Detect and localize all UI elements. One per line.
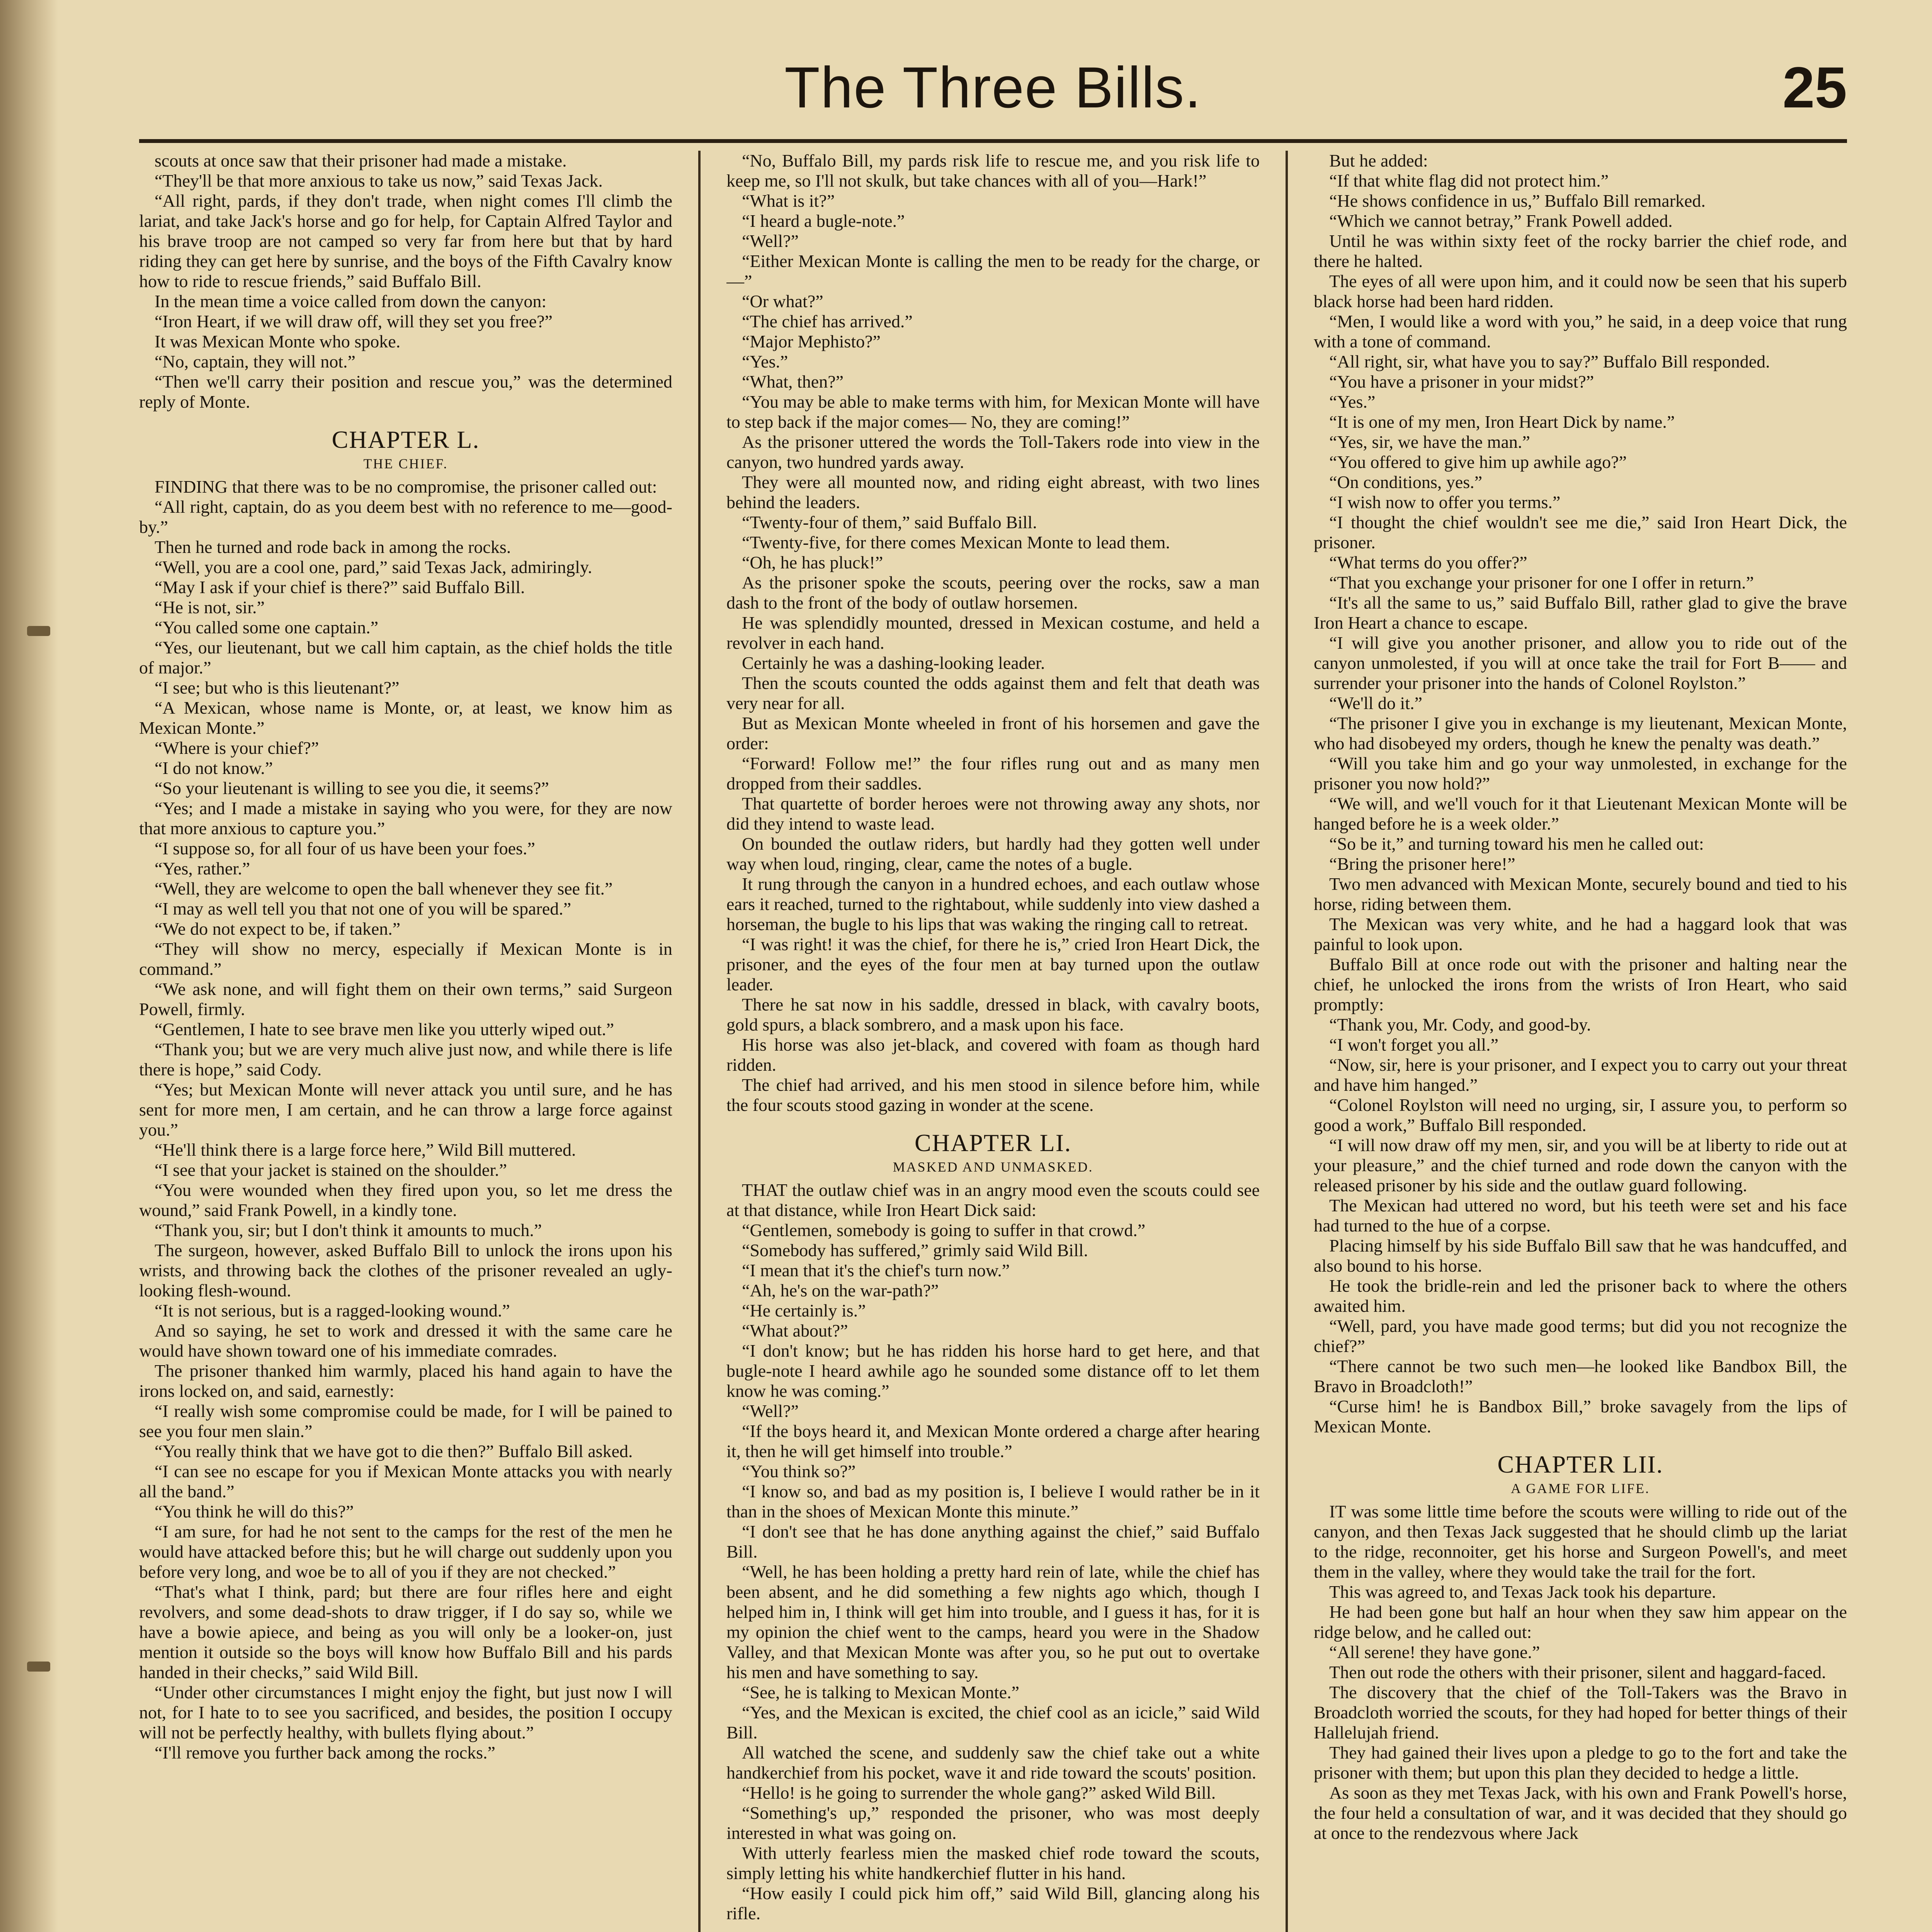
- paragraph: “Something's up,” responded the prisoner, who was most deeply interested in what was going on.: [726, 1803, 1260, 1843]
- chapter-subtitle: A GAME FOR LIFE.: [1510, 1481, 1650, 1496]
- paragraph: “Twenty-four of them,” said Buffalo Bill.: [742, 512, 1037, 532]
- paragraph: “I was right! it was the chief, for there he is,” cried Iron Heart Dick, the prisoner, and the eyes of the four men at bay turned upon the outlaw leader.: [726, 934, 1260, 994]
- paragraph: “No, captain, they will not.”: [155, 352, 355, 371]
- paragraph: “All serene! they have gone.”: [1329, 1642, 1540, 1662]
- paragraph: “I will now draw off my men, sir, and you will be at liberty to ride out at your pleasure,” and the chief turned and rode down the canyon with the released prisoner by his side and the outlaw guard following.: [1314, 1135, 1847, 1195]
- paragraph: “Yes; and I made a mistake in saying who you were, for they are now that more anxious to capture you.”: [139, 798, 672, 838]
- paragraph: The eyes of all were upon him, and it could now be seen that his superb black horse had been hard ridden.: [1314, 271, 1847, 311]
- paragraph: “Bring the prisoner here!”: [1329, 854, 1515, 874]
- column-rule: [698, 151, 701, 1932]
- paragraph: “You were wounded when they fired upon you, so let me dress the wound,” said Frank Powell, in a kindly tone.: [139, 1180, 672, 1220]
- paragraph: “A Mexican, whose name is Monte, or, at least, we know him as Mexican Monte.”: [139, 698, 672, 738]
- text-column-3: [1314, 151, 1847, 1932]
- paragraph: The prisoner thanked him warmly, placed his hand again to have the irons locked on, and said, earnestly:: [139, 1361, 672, 1401]
- paragraph: With utterly fearless mien the masked chief rode toward the scouts, simply letting his white handkerchief flutter in his hand.: [726, 1843, 1260, 1883]
- paragraph: “You think he will do this?”: [155, 1502, 354, 1521]
- paragraph: “Colonel Roylston will need no urging, sir, I assure you, to perform so good a work,” Buffalo Bill responded.: [1314, 1095, 1847, 1135]
- paragraph: “There cannot be two such men—he looked like Bandbox Bill, the Bravo in Broadcloth!”: [1314, 1356, 1847, 1396]
- binding-stitch: [27, 626, 50, 636]
- paragraph: “If the boys heard it, and Mexican Monte ordered a charge after hearing it, then he will get himself into trouble.”: [726, 1421, 1260, 1461]
- paragraph: “The prisoner I give you in exchange is my lieutenant, Mexican Monte, who had disobeyed my orders, though he knew the penalty was death.”: [1314, 713, 1847, 753]
- paragraph: “You have a prisoner in your midst?”: [1329, 372, 1594, 391]
- paragraph: “Yes.”: [1329, 392, 1376, 412]
- paragraph: “Yes.”: [742, 352, 788, 371]
- paragraph: “I thought the chief wouldn't see me die,” said Iron Heart Dick, the prisoner.: [1314, 512, 1847, 552]
- paragraph: “Hello! is he going to surrender the whole gang?” asked Wild Bill.: [742, 1783, 1216, 1803]
- text-columns: [139, 151, 1847, 1932]
- paragraph: His horse was also jet-black, and covered with foam as though hard ridden.: [726, 1035, 1260, 1075]
- paragraph: “Well?”: [742, 1401, 799, 1421]
- paragraph: “Yes, and the Mexican is excited, the chief cool as an icicle,” said Wild Bill.: [726, 1702, 1260, 1742]
- paragraph: IT was some little time before the scouts were willing to ride out of the canyon, and then Texas Jack suggested that he should climb up the lariat to the ridge, reconnoiter, get his horse and Surgeon Powell's, and meet them in the valley, where they would take the trail for the fort.: [1314, 1502, 1847, 1582]
- paragraph: “I wish now to offer you terms.”: [1329, 492, 1561, 512]
- paragraph: “May I ask if your chief is there?” said Buffalo Bill.: [155, 577, 525, 597]
- paragraph: All watched the scene, and suddenly saw the chief take out a white handkerchief from his pocket, wave it and ride toward the scouts' position.: [726, 1743, 1260, 1782]
- paragraph: “I will give you another prisoner, and allow you to ride out of the canyon unmolested, if you will at once take the trail for Fort B—— and surrender your prisoner into the hands of Colonel Roylston.”: [1314, 633, 1847, 693]
- text-column-1: [139, 151, 672, 1932]
- paragraph: “I know so, and bad as my position is, I believe I would rather be in it than in the shoes of Mexican Monte this minute.”: [726, 1481, 1260, 1521]
- chapter-heading: CHAPTER LII.: [1497, 1451, 1663, 1478]
- paragraph: He took the bridle-rein and led the prisoner back to where the others awaited him.: [1314, 1276, 1847, 1316]
- paragraph: “See, he is talking to Mexican Monte.”: [742, 1682, 1019, 1702]
- paragraph: “All right, sir, what have you to say?” Buffalo Bill responded.: [1329, 352, 1770, 371]
- paragraph: That quartette of border heroes were not throwing away any shots, nor did they intend to waste lead.: [726, 794, 1260, 833]
- paragraph: “Then we'll carry their position and rescue you,” was the determined reply of Monte.: [139, 372, 672, 412]
- magazine-page: [139, 46, 1847, 1932]
- paragraph: “Well, you are a cool one, pard,” said Texas Jack, admiringly.: [155, 557, 592, 577]
- paragraph: They were all mounted now, and riding eight abreast, with two lines behind the leaders.: [726, 472, 1260, 512]
- paragraph: But as Mexican Monte wheeled in front of his horsemen and gave the order:: [726, 713, 1260, 753]
- column-rule: [1286, 151, 1288, 1932]
- paragraph: “They will show no mercy, especially if Mexican Monte is in command.”: [139, 939, 672, 979]
- paragraph: Until he was within sixty feet of the rocky barrier the chief rode, and there he halted.: [1314, 231, 1847, 271]
- paragraph: As the prisoner uttered the words the Toll-Takers rode into view in the canyon, two hundred yards away.: [726, 432, 1260, 472]
- paragraph: “That you exchange your prisoner for one I offer in return.”: [1329, 573, 1754, 592]
- paragraph: “Well, he has been holding a pretty hard rein of late, while the chief has been absent, and he did something a few nights ago which, though I helped him in, I think will get him into trouble, and I guess it has, for it is my opinion the chief went to the camps, heard you were in the Shadow Valley, and that Mexican Monte was after you, so he put out to overtake his men and have something to say.: [726, 1562, 1260, 1682]
- paragraph: The chief had arrived, and his men stood in silence before him, while the four scouts stood gazing in wonder at the scene.: [726, 1075, 1260, 1115]
- paragraph: “All right, pards, if they don't trade, when night comes I'll climb the lariat, and take Jack's horse and go for help, for Captain Alfred Taylor and his brave troop are not camped so very far from here but that by hard riding they can get here by sunrise, and the boys of the Fifth Cavalry know how to ride to rescue friends,” said Buffalo Bill.: [139, 191, 672, 291]
- paragraph: “We'll do it.”: [1329, 693, 1422, 713]
- paragraph: In the mean time a voice called from down the canyon:: [155, 291, 547, 311]
- paragraph: On bounded the outlaw riders, but hardly had they gotten well under way when loud, ringing, clear, came the notes of a bugle.: [726, 834, 1260, 874]
- paragraph: Then out rode the others with their prisoner, silent and haggard-faced.: [1329, 1662, 1826, 1682]
- paragraph: “What terms do you offer?”: [1329, 553, 1527, 572]
- paragraph: “You think so?”: [742, 1461, 856, 1481]
- paragraph: “Which we cannot betray,” Frank Powell added.: [1329, 211, 1673, 231]
- paragraph: “That's what I think, pard; but there are four rifles here and eight revolvers, and some dead-shots to draw trigger, if I do say so, while we have a bowie apiece, and being as you will only be a looker-on, just mention it outside so the boys will know how Buffalo Bill and his pards handed in their checks,” said Wild Bill.: [139, 1582, 672, 1682]
- paragraph: “We ask none, and will fight them on their own terms,” said Surgeon Powell, firmly.: [139, 979, 672, 1019]
- chapter-heading: CHAPTER LI.: [915, 1129, 1071, 1156]
- paragraph: Then the scouts counted the odds against them and felt that death was very near for all.: [726, 673, 1260, 713]
- paragraph: “Twenty-five, for there comes Mexican Monte to lead them.: [742, 532, 1170, 552]
- paragraph: “Will you take him and go your way unmolested, in exchange for the prisoner you now hold?”: [1314, 753, 1847, 793]
- paragraph: “I see; but who is this lieutenant?”: [155, 678, 400, 697]
- paragraph: “I may as well tell you that not one of you will be spared.”: [155, 899, 571, 918]
- paragraph: “Somebody has suffered,” grimly said Wild Bill.: [742, 1240, 1088, 1260]
- paragraph: “Thank you, sir; but I don't think it amounts to much.”: [155, 1220, 542, 1240]
- paragraph: “He is not, sir.”: [155, 597, 265, 617]
- paragraph: “What about?”: [742, 1321, 848, 1340]
- paragraph: “Now, sir, here is your prisoner, and I expect you to carry out your threat and have him hanged.”: [1314, 1055, 1847, 1095]
- paragraph: “It is one of my men, Iron Heart Dick by name.”: [1329, 412, 1675, 432]
- paragraph: “I don't know; but he has ridden his horse hard to get here, and that bugle-note I heard awhile ago he sounded some distance off to let them know he was coming.”: [726, 1341, 1260, 1401]
- paragraph: “I won't forget you all.”: [1329, 1035, 1498, 1054]
- paragraph: “You may be able to make terms with him, for Mexican Monte will have to step back if the major comes— No, they are coming!”: [726, 392, 1260, 432]
- paragraph: scouts at once saw that their prisoner had made a mistake.: [155, 151, 567, 170]
- paragraph: “Yes, rather.”: [155, 859, 250, 878]
- binding-stitch: [27, 1662, 50, 1672]
- paragraph: “You really think that we have got to die then?” Buffalo Bill asked.: [155, 1441, 633, 1461]
- paragraph: Placing himself by his side Buffalo Bill saw that he was handcuffed, and also bound to his horse.: [1314, 1236, 1847, 1276]
- paragraph: “If that white flag did not protect him.”: [1329, 171, 1609, 190]
- paragraph: FINDING that there was to be no compromise, the prisoner called out:: [155, 477, 657, 497]
- paragraph: Certainly he was a dashing-looking leader.: [742, 653, 1045, 673]
- paragraph: “It's all the same to us,” said Buffalo Bill, rather glad to give the brave Iron Heart a chance to escape.: [1314, 593, 1847, 633]
- chapter-heading: CHAPTER L.: [332, 426, 480, 453]
- paragraph: “I am sure, for had he not sent to the camps for the rest of the men he would have attacked before this; but he will charge out suddenly upon you before very long, and woe be to all of you if they are not checked.”: [139, 1522, 672, 1582]
- paragraph: “You offered to give him up awhile ago?”: [1329, 452, 1627, 472]
- paragraph: This was agreed to, and Texas Jack took his departure.: [1329, 1582, 1716, 1602]
- paragraph: “Yes, our lieutenant, but we call him captain, as the chief holds the title of major.”: [139, 638, 672, 677]
- paragraph: “Iron Heart, if we will draw off, will they set you free?”: [155, 311, 553, 331]
- paragraph: “It is not serious, but is a ragged-looking wound.”: [155, 1301, 510, 1320]
- paragraph: “Yes, sir, we have the man.”: [1329, 432, 1530, 452]
- paragraph: “I don't see that he has done anything against the chief,” said Buffalo Bill.: [726, 1522, 1260, 1561]
- paragraph: “He'll think there is a large force here,” Wild Bill muttered.: [155, 1140, 576, 1160]
- paragraph: “Gentlemen, somebody is going to suffer in that crowd.”: [742, 1220, 1146, 1240]
- page-number: 25: [1782, 55, 1847, 120]
- paragraph: “Thank you; but we are very much alive just now, and while there is life there is hope,” said Cody.: [139, 1039, 672, 1079]
- paragraph: “You called some one captain.”: [155, 617, 379, 637]
- paragraph: The discovery that the chief of the Toll-Takers was the Bravo in Broadcloth worried the scouts, for they had hoped for better things of their Hallelujah friend.: [1314, 1682, 1847, 1742]
- paragraph: “Yes; but Mexican Monte will never attack you until sure, and he has sent for more men, I am certain, and he can throw a large force against you.”: [139, 1080, 672, 1139]
- paragraph: “On conditions, yes.”: [1329, 472, 1483, 492]
- paragraph: “Gentlemen, I hate to see brave men like you utterly wiped out.”: [155, 1019, 614, 1039]
- paragraph: But he added:: [1329, 151, 1428, 170]
- paragraph: “Under other circumstances I might enjoy the fight, but just now I will not, for I hate to to see you sacrificed, and besides, the position I occupy will not be perfectly healthy, with bullets flying about.”: [139, 1682, 672, 1742]
- paragraph: “I can see no escape for you if Mexican Monte attacks you with nearly all the band.”: [139, 1461, 672, 1501]
- paragraph: Buffalo Bill at once rode out with the prisoner and halting near the chief, he unlocked the irons from the wrists of Iron Heart, who said promptly:: [1314, 954, 1847, 1014]
- paragraph: They had gained their lives upon a pledge to go to the fort and take the prisoner with them; but upon this plan they decided to hedge a little.: [1314, 1743, 1847, 1782]
- paragraph: The Mexican had uttered no word, but his teeth were set and his face had turned to the hue of a corpse.: [1314, 1196, 1847, 1235]
- paragraph: “What is it?”: [742, 191, 835, 211]
- paragraph: “So be it,” and turning toward his men he called out:: [1329, 834, 1704, 854]
- paragraph: “No, Buffalo Bill, my pards risk life to rescue me, and you risk life to keep me, so I'll not skulk, but take chances with all of you—Hark!”: [726, 151, 1260, 190]
- paragraph: “We will, and we'll vouch for it that Lieutenant Mexican Monte will be hanged before he is a week older.”: [1314, 794, 1847, 833]
- paragraph: There he sat now in his saddle, dressed in black, with cavalry boots, gold spurs, a black sombrero, and a mask upon his face.: [726, 995, 1260, 1034]
- paragraph: “Major Mephisto?”: [742, 332, 881, 351]
- paragraph: “I'll remove you further back among the rocks.”: [155, 1743, 495, 1762]
- paragraph: Two men advanced with Mexican Monte, securely bound and tied to his horse, riding between them.: [1314, 874, 1847, 914]
- paragraph: “We do not expect to be, if taken.”: [155, 919, 401, 939]
- paragraph: He had been gone but half an hour when they saw him appear on the ridge below, and he called out:: [1314, 1602, 1847, 1642]
- paragraph: “They'll be that more anxious to take us now,” said Texas Jack.: [155, 171, 603, 190]
- page-header: [139, 46, 1847, 143]
- paragraph: “Thank you, Mr. Cody, and good-by.: [1329, 1015, 1591, 1034]
- paragraph: “I see that your jacket is stained on the shoulder.”: [155, 1160, 507, 1180]
- paragraph: “Oh, he has pluck!”: [742, 553, 883, 572]
- paragraph: “Well?”: [742, 231, 799, 251]
- paragraph: “How easily I could pick him off,” said Wild Bill, glancing along his rifle.: [726, 1883, 1260, 1923]
- paragraph: As the prisoner spoke the scouts, peering over the rocks, saw a man dash to the front of the body of outlaw horsemen.: [726, 573, 1260, 612]
- paragraph: And so saying, he set to work and dressed it with the same care he would have shown toward one of his immediate comrades.: [139, 1321, 672, 1361]
- paragraph: “Where is your chief?”: [155, 738, 319, 758]
- paragraph: “All right, captain, do as you deem best with no reference to me—good-by.”: [139, 497, 672, 537]
- paragraph: Then he turned and rode back in among the rocks.: [155, 537, 511, 557]
- paragraph: The surgeon, however, asked Buffalo Bill to unlock the irons upon his wrists, and throwing back the clothes of the prisoner revealed an ugly-looking flesh-wound.: [139, 1240, 672, 1300]
- paragraph: “I heard a bugle-note.”: [742, 211, 905, 231]
- paragraph: “Well, pard, you have made good terms; but did you not recognize the chief?”: [1314, 1316, 1847, 1356]
- text-column-2: [726, 151, 1260, 1932]
- paragraph: “Forward! Follow me!” the four rifles rung out and as many men dropped from their saddles.: [726, 753, 1260, 793]
- paragraph: “Or what?”: [742, 291, 823, 311]
- chapter-subtitle: MASKED AND UNMASKED.: [893, 1159, 1094, 1175]
- paragraph: THAT the outlaw chief was in an angry mood even the scouts could see at that distance, while Iron Heart Dick said:: [726, 1180, 1260, 1220]
- paragraph: He was splendidly mounted, dressed in Mexican costume, and held a revolver in each hand.: [726, 613, 1260, 653]
- paragraph: The Mexican was very white, and he had a haggard look that was painful to look upon.: [1314, 914, 1847, 954]
- paragraph: “Either Mexican Monte is calling the men to be ready for the charge, or—”: [726, 251, 1260, 291]
- paragraph: “I suppose so, for all four of us have been your foes.”: [155, 838, 535, 858]
- running-title: The Three Bills.: [784, 55, 1202, 120]
- paragraph: “What, then?”: [742, 372, 844, 391]
- paragraph: “He certainly is.”: [742, 1301, 866, 1320]
- paragraph: It was Mexican Monte who spoke.: [155, 332, 401, 351]
- paragraph: “I do not know.”: [155, 758, 273, 778]
- paragraph: “He shows confidence in us,” Buffalo Bill remarked.: [1329, 191, 1706, 211]
- paragraph: “So your lieutenant is willing to see you die, it seems?”: [155, 778, 549, 798]
- paragraph: “Well, they are welcome to open the ball whenever they see fit.”: [155, 879, 613, 898]
- paragraph: As soon as they met Texas Jack, with his own and Frank Powell's horse, the four held a consultation of war, and it was decided that they should go at once to the rendezvous where Jack: [1314, 1783, 1847, 1843]
- paragraph: “Men, I would like a word with you,” he said, in a deep voice that rung with a tone of command.: [1314, 311, 1847, 351]
- chapter-subtitle: THE CHIEF.: [363, 456, 448, 471]
- paragraph: “Curse him! he is Bandbox Bill,” broke savagely from the lips of Mexican Monte.: [1314, 1396, 1847, 1436]
- paragraph: “The chief has arrived.”: [742, 311, 913, 331]
- paragraph: “I really wish some compromise could be made, for I will be pained to see you four men slain.”: [139, 1401, 672, 1441]
- paragraph: It rung through the canyon in a hundred echoes, and each outlaw whose ears it reached, turned to the rightabout, while suddenly into view dashed a horseman, the bugle to his lips that was waking the ringing call to retreat.: [726, 874, 1260, 934]
- paragraph: “I mean that it's the chief's turn now.”: [742, 1260, 1010, 1280]
- page-binding-edge: [0, 0, 58, 1932]
- paragraph: “Ah, he's on the war-path?”: [742, 1281, 939, 1300]
